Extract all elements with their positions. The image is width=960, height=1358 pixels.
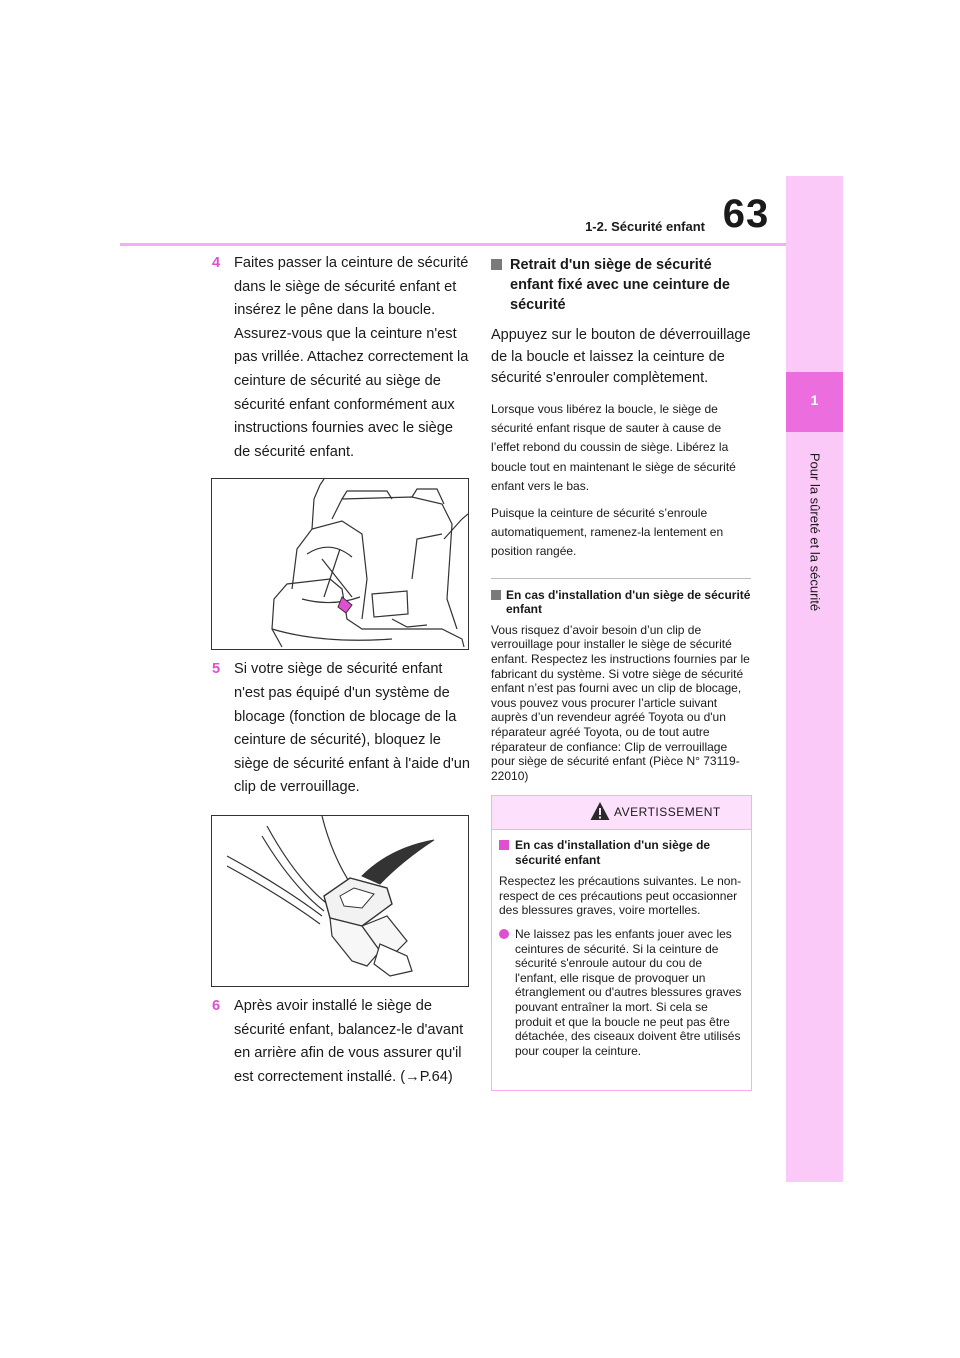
square-bullet-icon xyxy=(491,590,501,600)
child-seat-drawing xyxy=(212,479,468,649)
chapter-tab-number: 1 xyxy=(810,392,819,408)
step-text: Après avoir installé le siège de sécurité enfant, balancez-le d'avant en arrière afin de vous assurer qu'il est correctement installé. (→P.64) xyxy=(234,997,464,1085)
removal-para-2: Puisque la ceinture de sécurité s’enroule automatiquement, ramenez-la lentement en position rangée. xyxy=(491,505,724,559)
step-4 xyxy=(212,252,470,464)
warning-header xyxy=(492,796,751,830)
locking-clip-drawing xyxy=(212,816,468,986)
step-6 xyxy=(212,995,470,1089)
step-text: Si votre siège de sécurité enfant n'est pas équipé d'un système de blocage (fonction de blocage de la ceinture de sécurité), bloquez le siège de sécurité enfant à l'aide d'un clip de verrouillage. xyxy=(234,661,470,796)
divider xyxy=(491,578,751,579)
warning-heading-text: En cas d'installation d'un siège de sécurité enfant xyxy=(515,838,711,867)
warning-body xyxy=(492,838,751,1058)
removal-para-1: Lorsque vous libérez la boucle, le siège de sécurité enfant risque de sauter à cause de l’effet rebond du coussin de siège. Libérez la boucle tout en maintenant le siège de sécurité enfant vers le bas. xyxy=(491,401,736,494)
warning-heading xyxy=(499,838,745,867)
installation-heading-text: En cas d'installation d'un siège de sécurité enfant xyxy=(506,587,751,616)
step-number: 4 xyxy=(212,255,221,271)
right-column xyxy=(491,255,751,783)
side-strip xyxy=(786,176,843,1182)
locking-clip-illustration xyxy=(211,815,469,987)
left-column xyxy=(212,252,470,1089)
warning-bullet xyxy=(499,927,745,1058)
square-bullet-icon xyxy=(491,259,502,270)
step-number: 5 xyxy=(212,661,221,678)
section-title: 1-2. Sécurité enfant xyxy=(585,219,705,234)
removal-heading xyxy=(491,255,751,315)
step-number: 6 xyxy=(212,997,221,1014)
warning-box xyxy=(491,795,752,1091)
warning-intro: Respectez les précautions suivantes. Le non-respect de ces précautions peut occasionner des blessures graves, voire mortelles. xyxy=(499,874,742,918)
warning-bullet-text: Ne laissez pas les enfants jouer avec les ceintures de sécurité. Si la ceinture de sécurité s'enroule autour du cou de l'enfant, elle risque de provoquer un étranglement ou d'autres blessures graves pouvant entraîner la mort. Si cela se produit et que la boucle ne peut pas être détachée, des ciseaux doivent être utilisés pour couper la ceinture. xyxy=(515,926,742,1058)
page-number: 63 xyxy=(722,192,770,236)
chapter-label: Pour la sûreté et la sécurité xyxy=(807,452,823,612)
circle-bullet-icon xyxy=(499,929,509,939)
warning-title: AVERTISSEMENT xyxy=(614,805,721,819)
installation-text: Vous risquez d’avoir besoin d’un clip de verrouillage pour installer le siège de sécurité enfant. Respectez les instructions fournies par le fabricant du système. Si votre siège de sécurité enfant n’est pas fourni avec un clip de blocage, vous pouvez vous procurer l’article suivant auprès d’un revendeur agréé Toyota ou d'un réparateur agréé Toyota, ou de tout autre réparateur de confiance: Clip de verrouillage pour siège de sécurité enfant (Pièce N° 73119-22010) xyxy=(491,622,750,783)
step-5 xyxy=(212,658,470,800)
warning-triangle-icon xyxy=(590,801,610,821)
removal-heading-text: Retrait d'un siège de sécurité enfant fixé avec une ceinture de sécurité xyxy=(510,257,730,313)
installation-heading xyxy=(491,588,751,616)
header-rule xyxy=(120,243,786,246)
step-text: Faites passer la ceinture de sécurité dans le siège de sécurité enfant et insérez le pêne dans la boucle. Assurez-vous que la ceinture n'est pas vrillée. Attachez correctement la ceinture de sécurité au siège de sécurité enfant conformément aux instructions fournies avec le siège de sécurité enfant. xyxy=(234,255,469,460)
square-bullet-icon xyxy=(499,840,509,850)
child-seat-illustration xyxy=(211,478,469,650)
removal-lead: Appuyez sur le bouton de déverrouillage de la boucle et laissez la ceinture de sécurité s'enrouler complètement. xyxy=(491,327,751,386)
